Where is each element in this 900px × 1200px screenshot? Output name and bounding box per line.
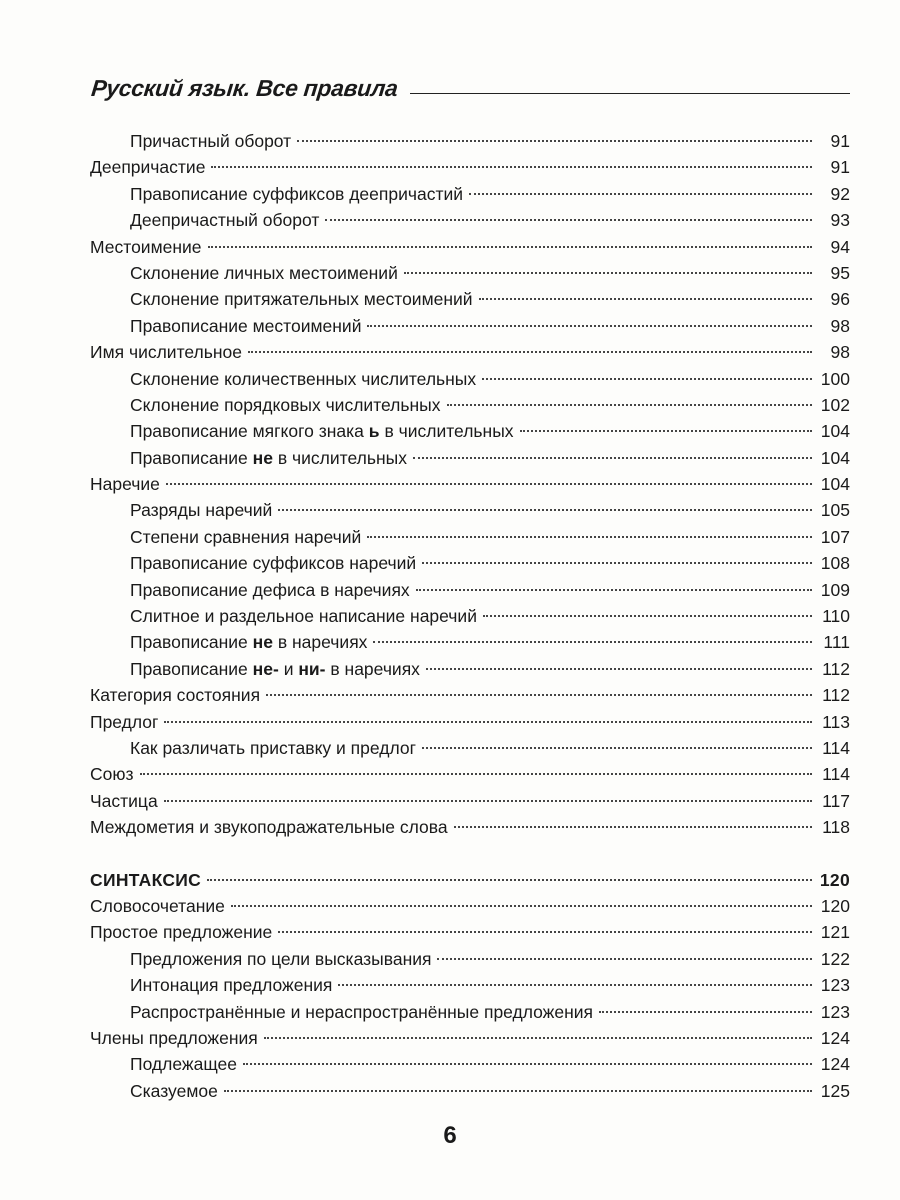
toc-entry xyxy=(90,603,850,629)
dot-leader xyxy=(243,1063,812,1065)
toc-entry-text: Категория состояния xyxy=(90,685,261,706)
dot-leader xyxy=(426,668,812,670)
running-header xyxy=(90,62,850,102)
toc-entry-page: 122 xyxy=(820,948,850,969)
toc-entry xyxy=(90,972,850,998)
toc-entry-page: 98 xyxy=(830,315,850,336)
toc-entry-page: 125 xyxy=(820,1080,850,1101)
toc-entry-label xyxy=(130,260,398,286)
dot-leader xyxy=(297,140,812,142)
toc-entry-text: Правописание местоимений xyxy=(130,315,362,336)
dot-leader xyxy=(208,246,812,248)
toc-entry-text: Местоимение xyxy=(90,236,202,257)
toc-entry-text: Словосочетание xyxy=(90,895,225,916)
toc-entry xyxy=(90,761,850,787)
toc-entry-label xyxy=(130,497,272,523)
toc-entry-label xyxy=(90,919,272,945)
toc-entry-text: в числительных xyxy=(384,421,514,442)
toc-entry xyxy=(90,154,850,180)
toc-entry-label xyxy=(130,207,319,233)
toc-entry xyxy=(90,682,850,708)
toc-entry-page: 112 xyxy=(822,685,850,706)
toc-entry-emphasis: ь xyxy=(368,421,380,442)
toc-entry-text: Имя числительное xyxy=(90,342,243,363)
toc-entry-label xyxy=(130,550,416,576)
toc-entry xyxy=(90,181,850,207)
toc-entry xyxy=(90,1051,850,1077)
dot-leader xyxy=(164,800,812,802)
toc-entry-page: 108 xyxy=(820,553,850,574)
toc-entry-label xyxy=(130,603,477,629)
dot-leader xyxy=(413,457,812,459)
toc-entry-label xyxy=(130,735,416,761)
toc-entry xyxy=(90,392,850,418)
toc-entry-emphasis: не xyxy=(252,632,273,653)
toc-entry-text: Простое предложение xyxy=(90,922,273,943)
toc-entry xyxy=(90,418,850,444)
toc-entry-label xyxy=(90,867,201,893)
toc-entry-text: Склонение порядковых числительных xyxy=(130,394,441,415)
toc-entry-label xyxy=(130,286,473,312)
toc-entry xyxy=(90,524,850,550)
toc-entry-page: 96 xyxy=(830,289,850,310)
toc-section-heading xyxy=(90,867,850,893)
dot-leader xyxy=(483,615,812,617)
toc-entry-label xyxy=(90,154,205,180)
toc-entry-label xyxy=(130,1051,237,1077)
toc-entry-text: Междометия и звукоподражательные слова xyxy=(90,817,448,838)
toc-entry-text: Частица xyxy=(90,790,158,811)
dot-leader xyxy=(479,298,812,300)
toc-entry-page: 123 xyxy=(820,1001,850,1022)
toc-entry-text: Члены предложения xyxy=(90,1027,258,1048)
toc-entry-label xyxy=(130,577,410,603)
toc-entry-text: Правописание xyxy=(130,447,248,468)
toc-entry-page: 110 xyxy=(822,606,850,627)
table-of-contents xyxy=(90,128,850,1104)
toc-entry-page: 120 xyxy=(820,895,850,916)
dot-leader xyxy=(224,1090,812,1092)
toc-entry-page: 91 xyxy=(830,157,850,178)
toc-entry-page: 114 xyxy=(822,737,850,758)
toc-entry-text: Наречие xyxy=(90,474,160,495)
toc-entry-page: 100 xyxy=(820,368,850,389)
toc-entry-page: 124 xyxy=(820,1054,850,1075)
dot-leader xyxy=(520,430,812,432)
toc-entry xyxy=(90,207,850,233)
toc-entry-page: 117 xyxy=(822,790,850,811)
toc-entry xyxy=(90,709,850,735)
dot-leader xyxy=(416,589,812,591)
toc-entry xyxy=(90,788,850,814)
dot-leader xyxy=(404,272,812,274)
dot-leader xyxy=(367,536,812,538)
dot-leader xyxy=(278,509,812,511)
dot-leader xyxy=(367,325,812,327)
toc-entry-text: Правописание суффиксов деепричастий xyxy=(130,183,464,204)
dot-leader xyxy=(599,1011,812,1013)
toc-entry xyxy=(90,497,850,523)
dot-leader xyxy=(211,166,812,168)
toc-entry-text: Союз xyxy=(90,764,134,785)
toc-entry xyxy=(90,313,850,339)
toc-entry-page: 95 xyxy=(830,262,850,283)
toc-entry-label xyxy=(90,788,158,814)
toc-entry-text: Правописание мягкого знака xyxy=(130,421,364,442)
toc-entry-page: 102 xyxy=(820,394,850,415)
toc-entry-label xyxy=(130,1078,218,1104)
toc-entry-page: 109 xyxy=(820,579,850,600)
toc-entry xyxy=(90,550,850,576)
toc-entry-page: 123 xyxy=(820,975,850,996)
toc-entry-label xyxy=(130,128,291,154)
toc-entry xyxy=(90,577,850,603)
toc-entry-label xyxy=(90,814,448,840)
toc-entry-page: 94 xyxy=(830,236,850,257)
toc-entry-text: Распространённые и нераспространённые предложения xyxy=(130,1001,594,1022)
dot-leader xyxy=(325,219,812,221)
dot-leader xyxy=(264,1037,812,1039)
toc-entry-label xyxy=(130,972,332,998)
toc-entry-text: Склонение количественных числительных xyxy=(130,368,477,389)
toc-entry xyxy=(90,1078,850,1104)
dot-leader xyxy=(266,694,812,696)
toc-entry-page: 104 xyxy=(820,447,850,468)
toc-entry-text: Предлог xyxy=(90,711,159,732)
toc-entry-emphasis: не- xyxy=(252,658,279,679)
toc-entry-label xyxy=(90,471,160,497)
toc-entry-text: Склонение притяжательных местоимений xyxy=(130,289,473,310)
dot-leader xyxy=(278,931,812,933)
toc-entry xyxy=(90,656,850,682)
toc-entry xyxy=(90,445,850,471)
dot-leader xyxy=(437,958,812,960)
dot-leader xyxy=(164,721,812,723)
toc-entry xyxy=(90,814,850,840)
toc-entry-label xyxy=(130,366,476,392)
toc-entry-text: в наречиях xyxy=(277,632,368,653)
toc-entry-label xyxy=(130,392,441,418)
toc-entry xyxy=(90,366,850,392)
dot-leader xyxy=(422,747,812,749)
header-rule xyxy=(410,93,850,94)
toc-entry-page: 121 xyxy=(820,922,850,943)
toc-entry-text: Предложения по цели высказывания xyxy=(130,948,432,969)
toc-entry-label xyxy=(130,999,593,1025)
toc-entry xyxy=(90,735,850,761)
toc-entry xyxy=(90,128,850,154)
toc-entry-text: и xyxy=(283,658,294,679)
dot-leader xyxy=(140,773,812,775)
toc-entry-text: Подлежащее xyxy=(130,1054,237,1075)
toc-entry xyxy=(90,234,850,260)
toc-entry-page: 111 xyxy=(823,632,850,653)
toc-entry-text: Интонация предложения xyxy=(130,975,333,996)
toc-entry xyxy=(90,999,850,1025)
toc-entry-text: Правописание суффиксов наречий xyxy=(130,553,417,574)
toc-entry-text: в числительных xyxy=(277,447,407,468)
toc-entry-text: Слитное и раздельное написание наречий xyxy=(130,606,477,627)
toc-entry-text: Деепричастный оборот xyxy=(130,210,320,231)
toc-entry-label xyxy=(130,181,463,207)
dot-leader xyxy=(373,641,812,643)
dot-leader xyxy=(422,562,812,564)
dot-leader xyxy=(166,483,812,485)
toc-entry xyxy=(90,339,850,365)
toc-entry-label xyxy=(90,709,158,735)
toc-entry-text: СИНТАКСИС xyxy=(90,869,202,890)
toc-entry-page: 112 xyxy=(822,658,850,679)
toc-entry-page: 93 xyxy=(830,210,850,231)
dot-leader xyxy=(248,351,812,353)
toc-entry-page: 118 xyxy=(822,817,850,838)
toc-entry-emphasis: не xyxy=(252,447,273,468)
toc-entry xyxy=(90,629,850,655)
toc-entry-emphasis: ни- xyxy=(298,658,326,679)
toc-entry-page: 104 xyxy=(820,474,850,495)
toc-entry-label xyxy=(130,946,431,972)
toc-entry-text: Правописание xyxy=(130,658,248,679)
toc-entry-label xyxy=(90,1025,258,1051)
toc-entry-label xyxy=(130,445,407,471)
toc-entry xyxy=(90,893,850,919)
toc-entry-text: Правописание дефиса в наречиях xyxy=(130,579,410,600)
dot-leader xyxy=(482,378,812,380)
toc-entry-page: 91 xyxy=(830,131,850,151)
toc-entry-page: 114 xyxy=(822,764,850,785)
toc-entry xyxy=(90,919,850,945)
toc-entry-page: 98 xyxy=(830,342,850,363)
toc-entry-text: Разряды наречий xyxy=(130,500,273,521)
dot-leader xyxy=(231,905,812,907)
toc-entry xyxy=(90,260,850,286)
toc-entry-page: 92 xyxy=(830,183,850,204)
toc-entry-label xyxy=(90,893,225,919)
toc-entry-label xyxy=(90,682,260,708)
toc-entry xyxy=(90,286,850,312)
toc-entry-label xyxy=(130,656,420,682)
toc-entry xyxy=(90,1025,850,1051)
toc-entry-page: 120 xyxy=(819,869,850,890)
page-number: 6 xyxy=(443,1122,457,1149)
dot-leader xyxy=(454,826,812,828)
dot-leader xyxy=(447,404,813,406)
dot-leader xyxy=(469,193,812,195)
toc-entry-label xyxy=(90,339,242,365)
toc-entry-label xyxy=(130,418,514,444)
dot-leader xyxy=(207,879,812,881)
dot-leader xyxy=(338,984,812,986)
toc-entry-text: Причастный оборот xyxy=(130,131,292,151)
toc-entry-page: 113 xyxy=(822,711,850,732)
toc-entry-label xyxy=(90,234,202,260)
toc-entry-text: Склонение личных местоимений xyxy=(130,262,398,283)
toc-entry-label xyxy=(90,761,134,787)
toc-entry-page: 124 xyxy=(820,1027,850,1048)
toc-entry-text: Сказуемое xyxy=(130,1080,218,1101)
book-title: Русский язык. Все правила xyxy=(90,75,400,101)
toc-entry xyxy=(90,946,850,972)
toc-entry-text: Степени сравнения наречий xyxy=(130,526,362,547)
toc-entry-text: Как различать приставку и предлог xyxy=(130,737,416,758)
toc-entry-label xyxy=(130,629,367,655)
toc-entry-label xyxy=(130,313,361,339)
toc-entry-text: Правописание xyxy=(130,632,248,653)
toc-entry-page: 104 xyxy=(820,421,850,442)
toc-entry xyxy=(90,471,850,497)
toc-entry-page: 105 xyxy=(820,500,850,521)
toc-entry-page: 107 xyxy=(820,526,850,547)
toc-entry-text: Деепричастие xyxy=(90,157,206,178)
toc-entry-label xyxy=(130,524,361,550)
toc-entry-text: в наречиях xyxy=(330,658,420,679)
